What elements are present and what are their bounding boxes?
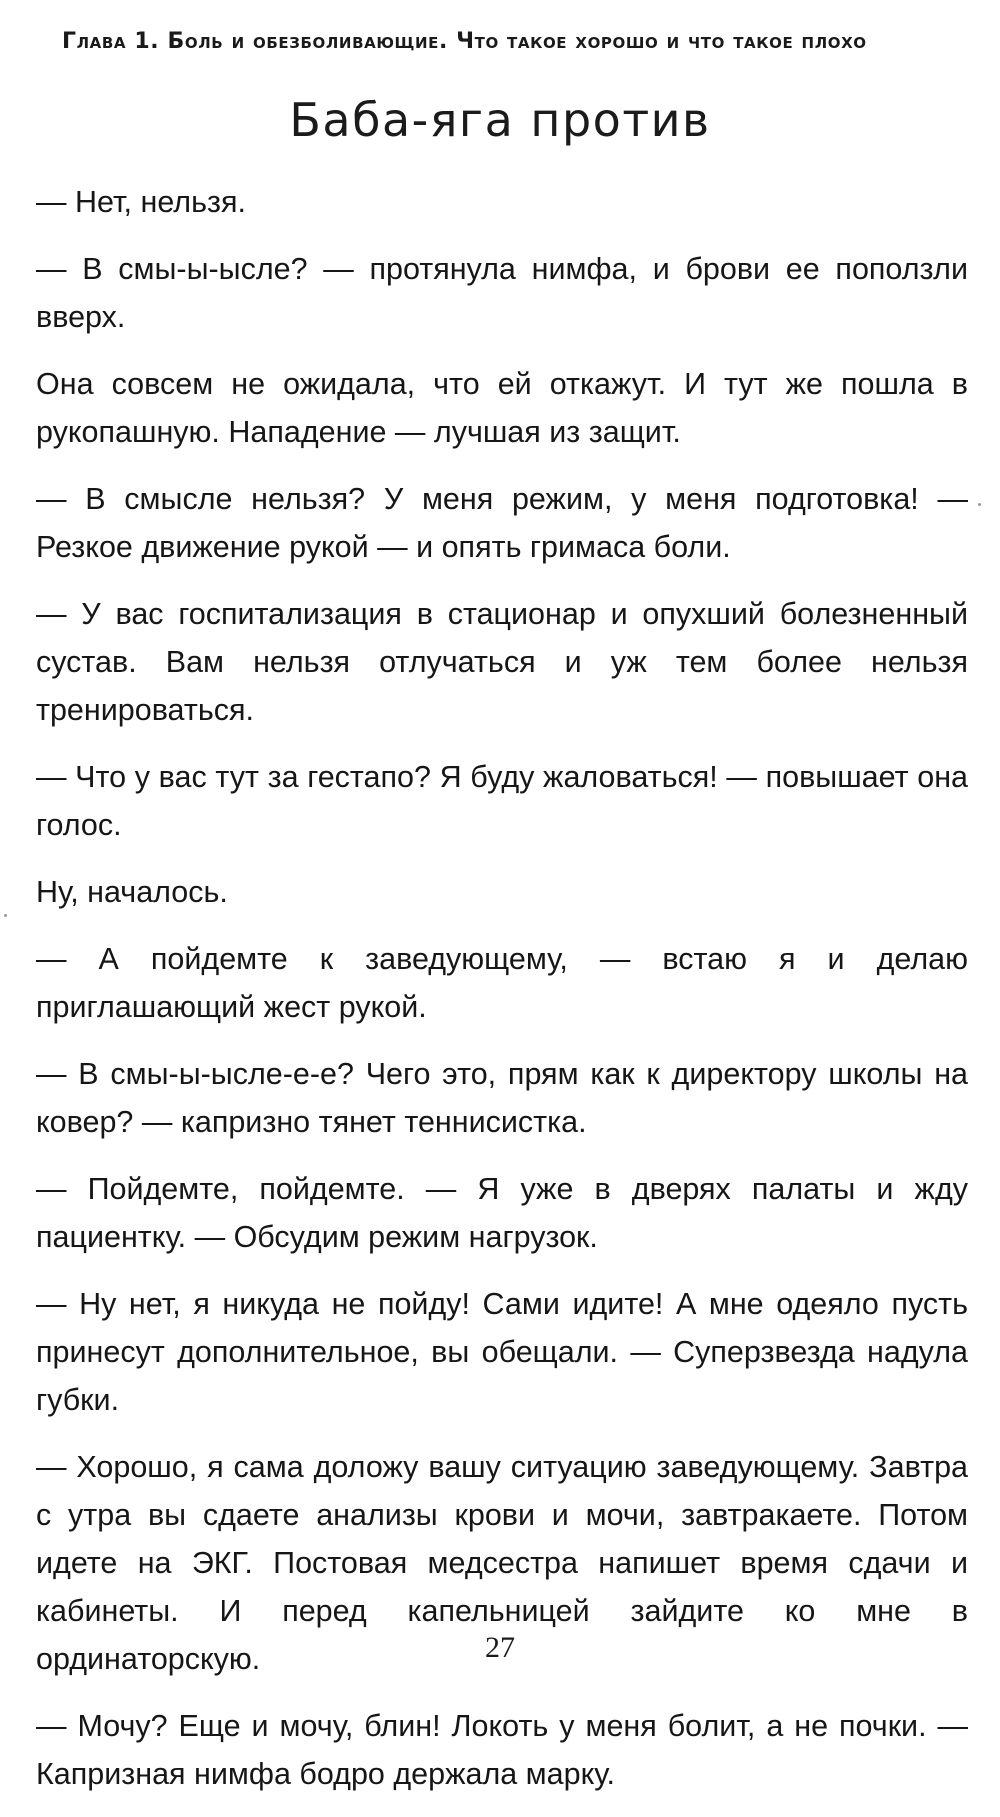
paragraph: — В смы-ы-ысле? — протянула нимфа, и брови ее поползли вверх. xyxy=(36,252,968,334)
paragraph: Ну, началось. xyxy=(36,875,228,909)
paragraph: — Ну нет, я никуда не пойду! Сами идите! А мне одеяло пусть принесут дополнительное, вы обещали. — Суперзвезда надула губки. xyxy=(36,1287,968,1417)
paragraph: Она совсем не ожидала, что ей откажут. И тут же пошла в рукопашную. Нападение — лучшая из защит. xyxy=(36,367,968,449)
section-title: Баба-яга против xyxy=(289,93,711,147)
scan-speck xyxy=(4,914,7,917)
paragraph: — В смы-ы-ысле-е-е? Чего это, прям как к директору школы на ковер? — капризно тянет теннисистка. xyxy=(36,1057,968,1139)
page-number: 27 xyxy=(485,1631,515,1664)
paragraph: — Пойдемте, пойдемте. — Я уже в дверях палаты и жду пациентку. — Обсудим режим нагрузок. xyxy=(36,1172,968,1254)
paragraph: — У вас госпитализация в стационар и опухший болезненный сустав. Вам нельзя отлучаться и уж тем более нельзя тренироваться. xyxy=(36,597,968,727)
body-text xyxy=(36,178,968,1817)
scan-speck xyxy=(978,503,981,506)
paragraph: — А пойдемте к заведующему, — встаю я и делаю приглашающий жест рукой. xyxy=(36,942,968,1024)
running-header: Глава 1. Боль и обезболивающие. Что такое хорошо и что такое плохо xyxy=(62,29,867,54)
paragraph: — Нет, нельзя. xyxy=(36,185,246,219)
paragraph: — Хорошо, я сама доложу вашу ситуацию заведующему. Завтра с утра вы сдаете анализы крови и мочи, завтракаете. Потом идете на ЭКГ. Постовая медсестра напишет время сдачи и кабинеты. И перед капельницей зайдите ко мне в ординаторскую. xyxy=(36,1450,968,1676)
paragraph: — Что у вас тут за гестапо? Я буду жаловаться! — повышает она голос. xyxy=(36,760,968,842)
paragraph: — Мочу? Еще и мочу, блин! Локоть у меня болит, а не почки. — Капризная нимфа бодро держала марку. xyxy=(36,1709,968,1791)
paragraph: — В смысле нельзя? У меня режим, у меня подготовка! — Резкое движение рукой — и опять гримаса боли. xyxy=(36,482,968,564)
